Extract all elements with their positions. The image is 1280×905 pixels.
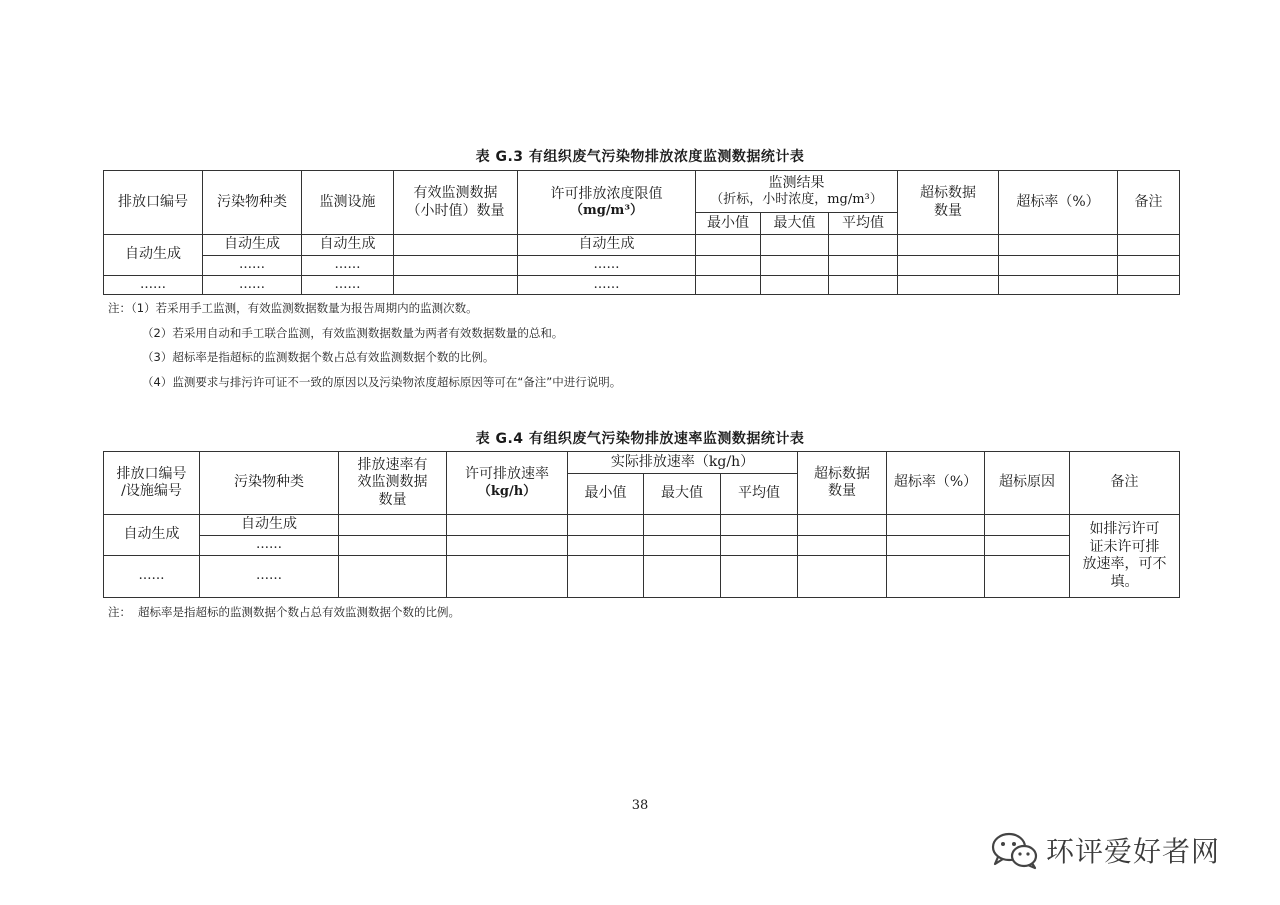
cell-min (696, 256, 761, 276)
header-permit-limit (518, 171, 696, 235)
cell-permit-rate (447, 536, 568, 556)
header-rate-count-line3: 数量 (378, 491, 407, 508)
header-rate-count-line2: 效监测数据 (357, 474, 428, 491)
table-row (104, 556, 1180, 598)
cell-rate-count (339, 515, 447, 536)
cell-outlet-id: 自动生成 (104, 515, 200, 556)
header-avg: 平均值 (829, 213, 898, 235)
header-outlet-id (104, 452, 200, 515)
cell-min (568, 515, 644, 536)
cell-max (644, 536, 721, 556)
cell-permit-limit: 自动生成 (518, 235, 696, 256)
cell-exceed-rate (887, 556, 985, 598)
header-permit-limit-line1: 许可排放浓度限值 (550, 185, 663, 202)
header-pollutant-type: 污染物种类 (200, 452, 339, 515)
cell-exceed-reason (985, 515, 1070, 536)
watermark-text: 环评爱好者网 (1046, 835, 1221, 868)
header-exceed-count-line1: 超标数据 (814, 465, 870, 482)
header-permit-rate (447, 452, 568, 515)
cell-exceed-count (898, 256, 999, 276)
header-exceed-count (898, 171, 999, 235)
cell-exceed-rate (999, 235, 1118, 256)
header-exceed-reason: 超标原因 (985, 452, 1070, 515)
remarks-line-4: 填。 (1110, 573, 1139, 590)
cell-min (568, 536, 644, 556)
header-valid-count (394, 171, 518, 235)
cell-min (696, 276, 761, 295)
cell-max (761, 235, 829, 256)
table-row (104, 256, 1180, 276)
cell-remarks (1118, 235, 1180, 256)
table-row (104, 515, 1180, 536)
cell-valid-count (394, 276, 518, 295)
cell-pollutant-type: …… (203, 276, 302, 295)
header-actual-rate: 实际排放速率（kg/h） (568, 452, 798, 474)
cell-exceed-rate (887, 515, 985, 536)
cell-max (761, 256, 829, 276)
header-exceed-count-line2: 数量 (934, 202, 962, 219)
header-min: 最小值 (696, 213, 761, 235)
wechat-icon (990, 830, 1040, 870)
cell-pollutant-type: …… (203, 256, 302, 276)
note-3: （3）超标率是指超标的监测数据个数占总有效监测数据个数的比例。 (142, 350, 495, 364)
table-row (104, 235, 1180, 256)
header-exceed-rate: 超标率（%） (999, 171, 1118, 235)
table-g3-notes (108, 296, 621, 394)
remarks-line-2: 证未许可排 (1089, 538, 1160, 555)
cell-pollutant-type: 自动生成 (203, 235, 302, 256)
cell-permit-rate (447, 515, 568, 536)
cell-exceed-reason (985, 536, 1070, 556)
note-4: （4）监测要求与排污许可证不一致的原因以及污染物浓度超标原因等可在“备注”中进行说明。 (142, 374, 622, 389)
cell-exceed-count (898, 276, 999, 295)
table-g3-caption: 表 G.3 有组织废气污染物排放浓度监测数据统计表 (475, 149, 805, 165)
cell-monitoring-facility: …… (302, 276, 394, 295)
cell-exceed-rate (887, 536, 985, 556)
table-row (104, 536, 1180, 556)
cell-min (568, 556, 644, 598)
header-min: 最小值 (568, 474, 644, 515)
cell-remarks (1118, 256, 1180, 276)
header-outlet-id: 排放口编号 (104, 171, 203, 235)
cell-valid-count (394, 235, 518, 256)
header-exceed-rate: 超标率（%） (887, 452, 985, 515)
cell-permit-rate (447, 556, 568, 598)
cell-monitoring-facility: …… (302, 256, 394, 276)
header-rate-count (339, 452, 447, 515)
page-number: 38 (631, 798, 649, 813)
header-remarks: 备注 (1070, 452, 1180, 515)
cell-pollutant-type: 自动生成 (200, 515, 339, 536)
note-1: 注：（1）若采用手工监测，有效监测数据数量为报告周期内的监测次数。 (108, 301, 478, 315)
cell-outlet-id: …… (104, 556, 200, 598)
header-permit-limit-unit: （mg/m³） (569, 203, 644, 219)
header-exceed-count (798, 452, 887, 515)
header-valid-count-line2: （小时值）数量 (406, 202, 505, 219)
cell-valid-count (394, 256, 518, 276)
cell-pollutant-type: …… (200, 556, 339, 598)
cell-exceed-count (798, 536, 887, 556)
cell-rate-count (339, 536, 447, 556)
header-permit-rate-unit: （kg/h） (477, 483, 537, 499)
note-text: 超标率是指超标的监测数据个数占总有效监测数据个数的比例。 (138, 605, 460, 619)
note (108, 600, 460, 625)
watermark (990, 828, 1250, 872)
cell-rate-count (339, 556, 447, 598)
table-row (104, 276, 1180, 295)
header-remarks: 备注 (1118, 171, 1180, 235)
header-result-line1: 监测结果 (768, 174, 825, 191)
remarks-line-1: 如排污许可 (1089, 521, 1160, 537)
header-exceed-count-line2: 数量 (828, 483, 856, 499)
cell-exceed-rate (999, 276, 1118, 295)
cell-monitoring-facility: 自动生成 (302, 235, 394, 256)
header-max: 最大值 (644, 474, 721, 515)
cell-min (696, 235, 761, 256)
note-2: （2）若采用自动和手工联合监测，有效监测数据数量为两者有效数据数量的总和。 (142, 325, 564, 340)
header-result-line2: （折标，小时浓度，mg/m³） (710, 192, 883, 208)
cell-max (644, 515, 721, 536)
table-g3 (103, 170, 1180, 295)
header-exceed-count-line1: 超标数据 (920, 185, 976, 201)
cell-exceed-count (898, 235, 999, 256)
cell-remarks-note (1070, 515, 1180, 598)
cell-outlet-id: 自动生成 (104, 235, 203, 276)
table-g4 (103, 451, 1180, 598)
header-rate-count-line1: 排放速率有 (357, 456, 428, 473)
cell-exceed-count (798, 556, 887, 598)
note-prefix: 注： (108, 605, 131, 619)
cell-avg (721, 556, 798, 598)
cell-exceed-reason (985, 556, 1070, 598)
cell-remarks (1118, 276, 1180, 295)
table-g4-notes (108, 600, 460, 625)
cell-exceed-rate (999, 256, 1118, 276)
cell-max (761, 276, 829, 295)
cell-pollutant-type: …… (200, 536, 339, 556)
remarks-line-3: 放速率，可不 (1082, 556, 1167, 572)
header-outlet-id-line2: /设施编号 (121, 483, 182, 499)
header-valid-count-line1: 有效监测数据 (413, 185, 498, 201)
header-max: 最大值 (761, 213, 829, 235)
header-outlet-id-line1: 排放口编号 (116, 465, 187, 482)
cell-avg (829, 276, 898, 295)
header-avg: 平均值 (721, 474, 798, 515)
header-monitoring-facility: 监测设施 (302, 171, 394, 235)
table-g4-caption: 表 G.4 有组织废气污染物排放速率监测数据统计表 (475, 431, 805, 447)
header-permit-rate-line1: 许可排放速率 (465, 466, 549, 483)
cell-permit-limit: …… (518, 256, 696, 276)
cell-avg (829, 256, 898, 276)
header-monitoring-result (696, 171, 898, 213)
cell-exceed-count (798, 515, 887, 536)
cell-avg (829, 235, 898, 256)
header-pollutant-type: 污染物种类 (203, 171, 302, 235)
cell-outlet-id: …… (104, 276, 203, 295)
cell-max (644, 556, 721, 598)
cell-permit-limit: …… (518, 276, 696, 295)
cell-avg (721, 536, 798, 556)
cell-avg (721, 515, 798, 536)
